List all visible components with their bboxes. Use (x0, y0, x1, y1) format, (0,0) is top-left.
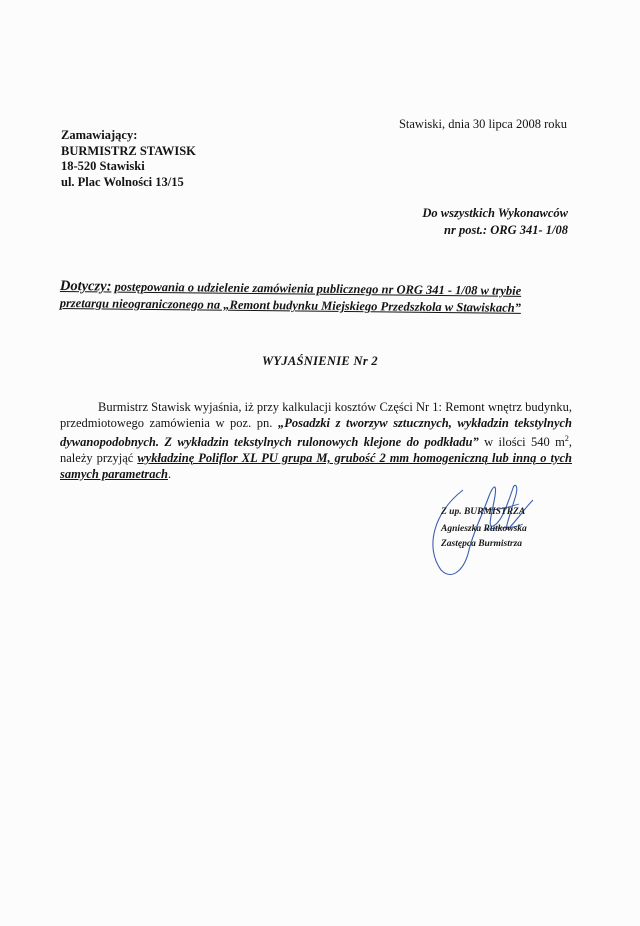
body-end: . (167, 466, 172, 481)
recipients-line2: nr post.: ORG 341- 1/08 (444, 223, 568, 237)
sender-block (61, 128, 196, 190)
signature-line1: Z up. BURMISTRZA (441, 507, 526, 517)
place-and-date: Stawiski, dnia 30 lipca 2008 roku (398, 117, 567, 131)
document-title: WYJAŚNIENIE Nr 2 (262, 354, 378, 368)
recipients-line1: Do wszystkich Wykonawców (422, 206, 568, 220)
subject-label: Dotyczy: (59, 278, 112, 295)
body-superscript: 2 (564, 434, 569, 444)
body-material-spec: wykładzinę Poliflor XL PU grupa M, grubość 2 mm homogeniczną lub inną o tych samych parametrach (60, 450, 572, 481)
signature-text (441, 504, 527, 553)
body-part3: , należy przyjąć (60, 435, 572, 465)
sender-street: ul. Plac Wolności 13/15 (61, 174, 184, 189)
signature-line3: Zastępca Burmistrza (441, 539, 523, 549)
signature-line2: Agnieszka Rutkowska (441, 524, 527, 534)
subject-text: postępowania o udzielenie zamówienia publicznego nr ORG 341 - 1/08 w trybie przetargu nieograniczonego na „Remont budynku Miejskiego Przedszkola w Stawiskach” (59, 279, 522, 315)
body-part1: Burmistrz Stawisk wyjaśnia, iż przy kalkulacji kosztów Części Nr 1: Remont wnętrz budynku, przedmiotowego zamówienia w poz. pn. (60, 400, 572, 430)
body-paragraph (60, 400, 572, 482)
recipients-block (422, 205, 568, 239)
subject-block (60, 278, 572, 317)
sender-name: BURMISTRZ STAWISK (61, 143, 196, 158)
body-item-name: „Posadzki z tworzyw sztucznych, wykładzin tekstylnych dywanopodobnych. Z wykładzin tekstylnych rulonowych klejone do podkładu” (60, 415, 572, 450)
sender-postal: 18-520 Stawiski (61, 159, 145, 173)
sender-label: Zamawiający: (61, 128, 138, 142)
body-part2: w ilości 540 m (478, 435, 565, 450)
signature-block (423, 496, 583, 586)
